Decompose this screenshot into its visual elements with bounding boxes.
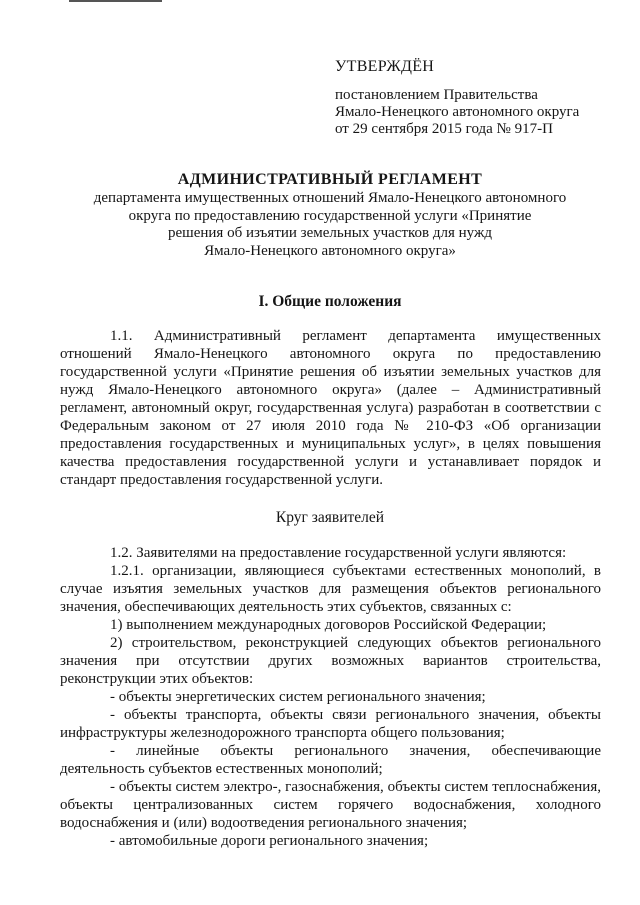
paragraph-1-1: 1.1. Административный регламент департамента имущественных отношений Ямало-Ненецкого автономного округа по предоставлению государственной услуги «Принятие решения об изъятии земельных участков для нужд Ямало-Ненецкого автономного округа» (далее – Административный регламент, автономный округ, государственная услуга) разработан в соответствии с Федеральным законом от 27 июля 2010 года № 210-ФЗ «Об организации предоставления государственных и муниципальных услуг», в целях повышения качества предоставления государственной услуги и устанавливает порядок и стандарт предоставления государственной услуги. [60,328,601,488]
section-heading-general: I. Общие положения [258,293,402,310]
dash-item-energy: - объекты энергетических систем регионального значения; [110,689,486,705]
approval-line-1: постановлением Правительства [335,87,538,103]
document-subtitle-line-3: решения об изъятии земельных участков для нужд [168,225,492,241]
approved-heading: УТВЕРЖДЁН [335,58,435,75]
approval-line-2: Ямало-Ненецкого автономного округа [335,104,580,120]
document-subtitle-line-4: Ямало-Ненецкого автономного округа» [204,242,456,259]
document-title: АДМИНИСТРАТИВНЫЙ РЕГЛАМЕНТ [177,171,483,188]
dash-item-transport: - объекты транспорта, объекты связи регионального значения, объекты инфраструктуры железнодорожного транспорта общего пользования; [60,707,601,741]
approval-stamp [335,58,630,138]
paragraph-1-1-block [60,327,601,489]
paragraph-1-2: 1.2. Заявителями на предоставление государственной услуги являются: [110,545,567,561]
document-subtitle-line-1: департамента имущественных отношений Ямало-Ненецкого автономного [93,190,567,206]
document-title-block [60,170,600,260]
document-subtitle-line-2: округа по предоставлению государственной услуги «Принятие [128,207,532,224]
paragraph-1-2-1: 1.2.1. организации, являющиеся субъектами естественных монополий, в случае изъятия земельных участков для размещения объектов регионального значения, обеспечивающих деятельность этих субъектов, связанных с: [60,563,601,615]
dash-item-roads: - автомобильные дороги регионального значения; [110,833,429,849]
scan-edge-mark [69,0,162,2]
section-heading-applicants: Круг заявителей [275,509,385,526]
applicants-body [60,544,601,850]
approval-line-3: от 29 сентября 2015 года № 917-П [335,121,553,137]
dash-item-utilities: - объекты систем электро-, газоснабжения, объекты систем теплоснабжения, объекты централизованных систем горячего водоснабжения, холодного водоснабжения и (или) водоотведения регионального значения; [60,779,601,831]
list-item-2: 2) строительством, реконструкцией следующих объектов регионального значения при отсутствии других возможных вариантов строительства, реконструкции этих объектов: [60,635,601,687]
list-item-1: 1) выполнением международных договоров Российской Федерации; [110,617,547,633]
dash-item-linear: - линейные объекты регионального значения, обеспечивающие деятельность субъектов естественных монополий; [60,743,601,777]
